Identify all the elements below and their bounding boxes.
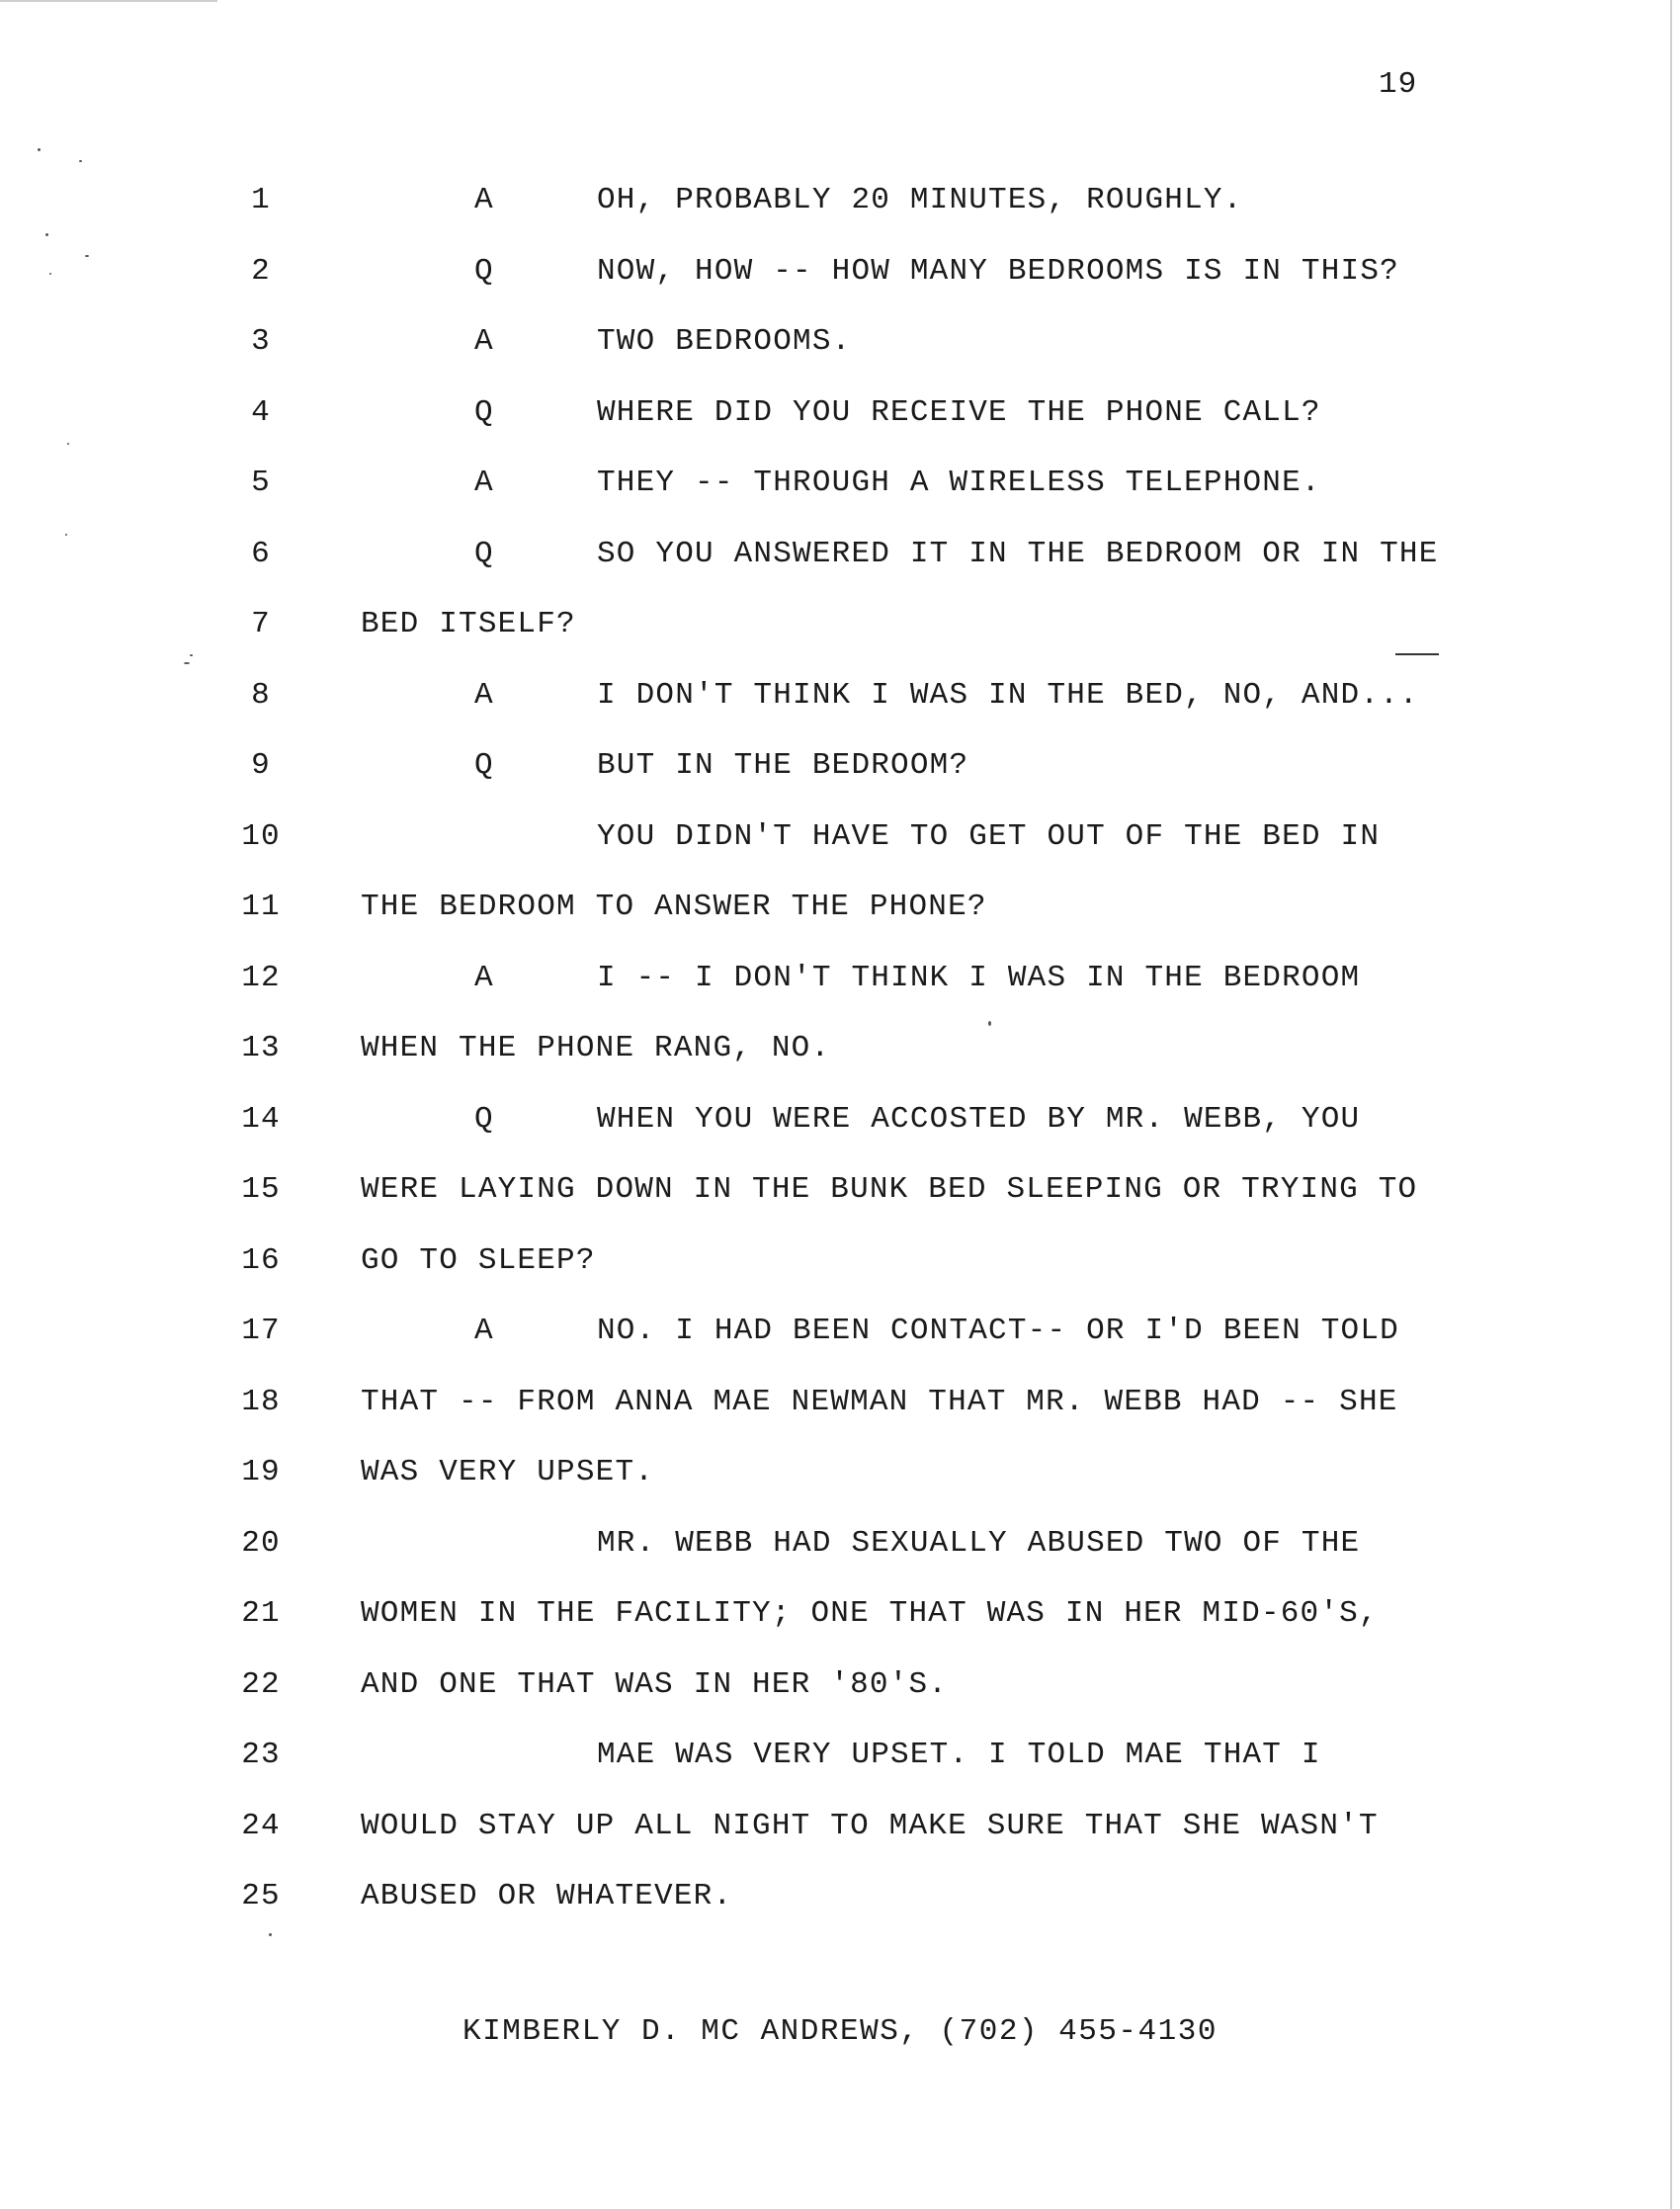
line-text: OH, PROBABLY 20 MINUTES, ROUGHLY. — [597, 183, 1243, 217]
line-number: 17 — [241, 1314, 281, 1348]
line-number: 16 — [241, 1242, 281, 1278]
line-number: 22 — [241, 1666, 281, 1702]
line-number: 9 — [251, 748, 271, 783]
line-text: NO. I HAD BEEN CONTACT-- OR I'D BEEN TOLD — [597, 1314, 1399, 1348]
line-text: WAS VERY UPSET. — [361, 1455, 655, 1489]
line-text: THEY -- THROUGH A WIRELESS TELEPHONE. — [597, 466, 1321, 500]
transcript-line — [0, 1314, 1680, 1373]
speaker-marker: Q — [474, 253, 494, 289]
line-text: I -- I DON'T THINK I WAS IN THE BEDROOM — [597, 960, 1361, 995]
speaker-marker: A — [474, 1314, 494, 1348]
line-text: I DON'T THINK I WAS IN THE BED, NO, AND... — [597, 677, 1419, 713]
transcript-line — [0, 1172, 1680, 1232]
transcript-line — [0, 1031, 1680, 1090]
transcript-line — [0, 1102, 1680, 1161]
line-text: SO YOU ANSWERED IT IN THE BEDROOM OR IN THE — [597, 536, 1439, 571]
line-number: 5 — [251, 466, 271, 500]
line-number: 20 — [241, 1525, 281, 1561]
speaker-marker: Q — [474, 536, 494, 571]
line-number: 13 — [241, 1031, 281, 1065]
speaker-marker: Q — [474, 1101, 494, 1137]
transcript-line — [0, 1385, 1680, 1444]
line-number: 7 — [251, 607, 271, 641]
line-number: 3 — [251, 324, 271, 359]
transcript-line — [0, 254, 1680, 313]
line-text: WHERE DID YOU RECEIVE THE PHONE CALL? — [597, 394, 1321, 430]
page-number: 19 — [1379, 67, 1418, 102]
line-number: 14 — [241, 1101, 281, 1137]
line-number: 6 — [251, 536, 271, 571]
transcript-line — [0, 607, 1680, 666]
transcript-line — [0, 1879, 1680, 1938]
court-reporter-footer: KIMBERLY D. MC ANDREWS, (702) 455-4130 — [462, 2014, 1218, 2049]
transcript-line — [0, 183, 1680, 242]
line-text: BED ITSELF? — [361, 607, 576, 641]
line-number: 4 — [251, 394, 271, 430]
line-number: 15 — [241, 1172, 281, 1207]
scan-edge-top — [0, 0, 217, 2]
speaker-marker: A — [474, 960, 494, 995]
line-text: BUT IN THE BEDROOM? — [597, 748, 969, 783]
transcript-line — [0, 961, 1680, 1020]
line-number: 12 — [241, 960, 281, 995]
line-text: GO TO SLEEP? — [361, 1242, 596, 1278]
line-number: 8 — [251, 677, 271, 713]
line-text: YOU DIDN'T HAVE TO GET OUT OF THE BED IN — [597, 818, 1381, 854]
line-text: WHEN THE PHONE RANG, NO. — [361, 1031, 831, 1065]
speaker-marker: Q — [474, 748, 494, 783]
line-number: 21 — [241, 1596, 281, 1631]
line-number: 11 — [241, 890, 281, 924]
scan-speck — [79, 160, 82, 162]
line-text: NOW, HOW -- HOW MANY BEDROOMS IS IN THIS? — [597, 253, 1399, 289]
transcript-line — [0, 890, 1680, 949]
line-text: WERE LAYING DOWN IN THE BUNK BED SLEEPING OR TRYING TO — [361, 1172, 1418, 1207]
scan-speck — [38, 148, 41, 151]
line-text: MAE WAS VERY UPSET. I TOLD MAE THAT I — [597, 1738, 1321, 1772]
line-number: 23 — [241, 1738, 281, 1772]
transcript-line — [0, 1596, 1680, 1656]
transcript-line — [0, 537, 1680, 596]
speaker-marker: A — [474, 324, 494, 359]
line-number: 10 — [241, 818, 281, 854]
line-text: WOULD STAY UP ALL NIGHT TO MAKE SURE THAT SHE WASN'T — [361, 1808, 1379, 1843]
transcript-line — [0, 748, 1680, 807]
line-number: 2 — [251, 253, 271, 289]
line-number: 24 — [241, 1808, 281, 1843]
transcript-line — [0, 1526, 1680, 1585]
line-number: 18 — [241, 1384, 281, 1419]
line-number: 19 — [241, 1455, 281, 1489]
transcript-line — [0, 466, 1680, 525]
line-number: 1 — [251, 183, 271, 217]
line-text: THE BEDROOM TO ANSWER THE PHONE? — [361, 890, 987, 924]
transcript-line — [0, 1455, 1680, 1514]
speaker-marker: Q — [474, 394, 494, 430]
transcript-line — [0, 395, 1680, 455]
transcript-line — [0, 1738, 1680, 1797]
line-text: WHEN YOU WERE ACCOSTED BY MR. WEBB, YOU — [597, 1101, 1361, 1137]
line-text: ABUSED OR WHATEVER. — [361, 1879, 733, 1913]
line-text: AND ONE THAT WAS IN HER '80'S. — [361, 1666, 949, 1702]
speaker-marker: A — [474, 183, 494, 217]
transcript-line — [0, 324, 1680, 383]
speaker-marker: A — [474, 677, 494, 713]
line-number: 25 — [241, 1879, 281, 1913]
line-text: MR. WEBB HAD SEXUALLY ABUSED TWO OF THE — [597, 1525, 1361, 1561]
speaker-marker: A — [474, 466, 494, 500]
line-text: WOMEN IN THE FACILITY; ONE THAT WAS IN HER MID-60'S, — [361, 1596, 1379, 1631]
transcript-line — [0, 819, 1680, 879]
transcript-line — [0, 1243, 1680, 1303]
scan-speck — [988, 1021, 991, 1026]
line-text: TWO BEDROOMS. — [597, 324, 852, 359]
line-text: THAT -- FROM ANNA MAE NEWMAN THAT MR. WEBB HAD -- SHE — [361, 1384, 1398, 1419]
transcript-line — [0, 678, 1680, 737]
transcript-line — [0, 1809, 1680, 1868]
transcript-line — [0, 1667, 1680, 1727]
